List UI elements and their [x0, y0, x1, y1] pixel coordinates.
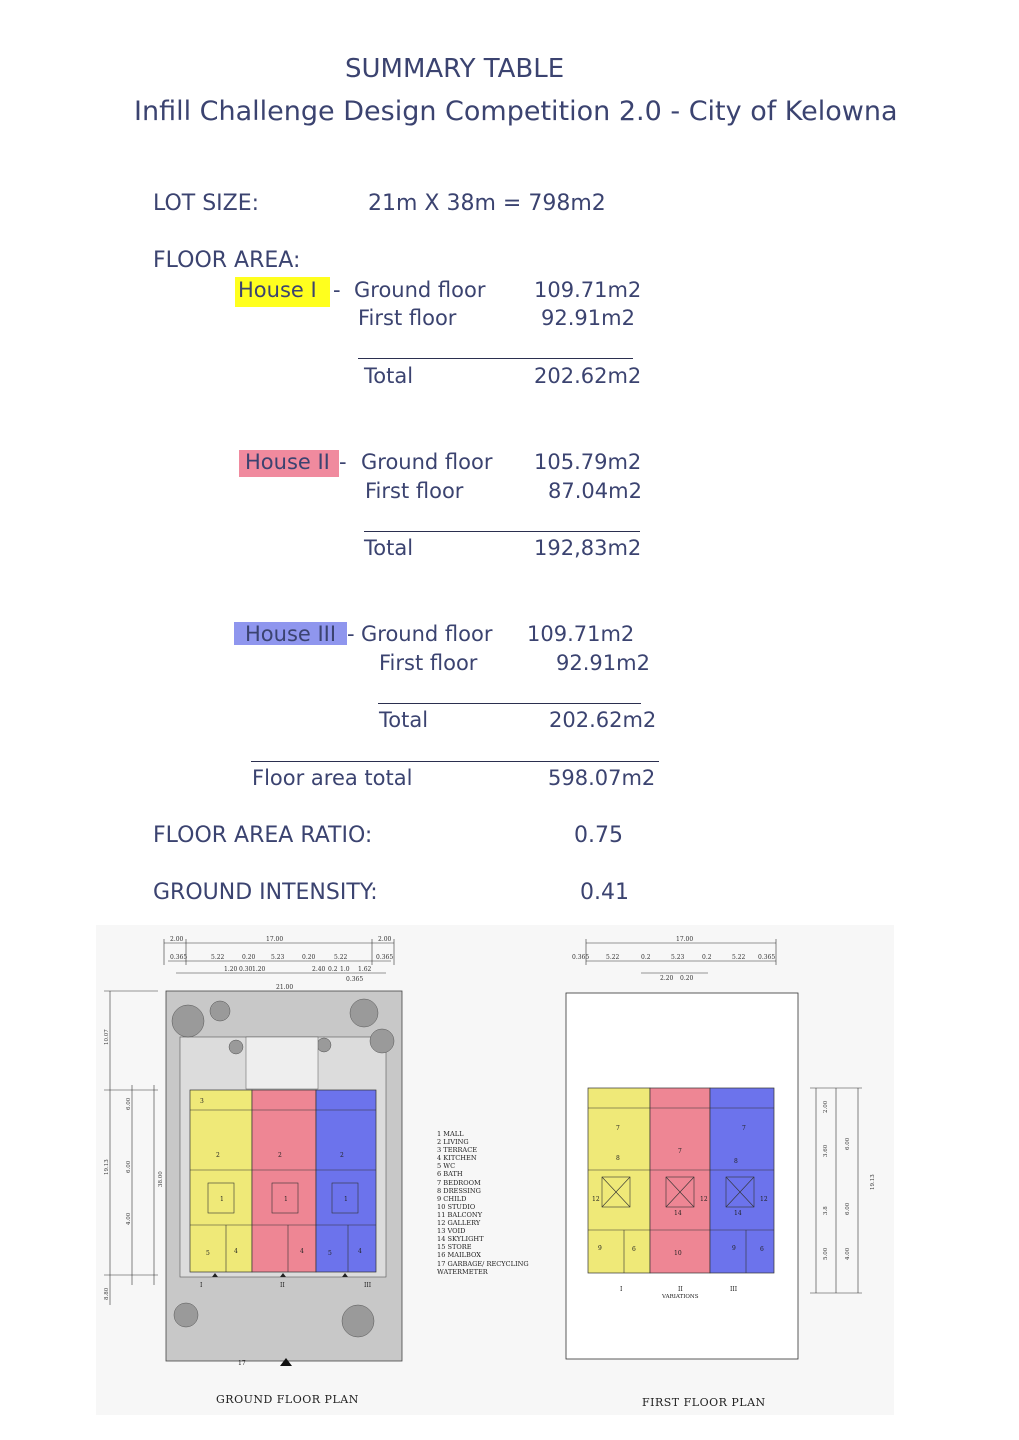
ff-room-10: 14	[734, 1210, 742, 1217]
house-3-name: House III	[245, 622, 337, 646]
house-1-ground-label: Ground floor	[354, 278, 486, 302]
legend-item: 13 VOID	[437, 1227, 466, 1236]
house-3-ground-value: 109.71m2	[527, 622, 635, 646]
ff-subdim-2: 5.22	[606, 954, 620, 961]
far-label: FLOOR AREA RATIO:	[153, 823, 373, 848]
ff-right-dim-2: 3.60	[823, 1144, 829, 1157]
legend-item: 11 BALCONY	[437, 1210, 483, 1219]
legend-item: 12 GALLERY	[437, 1219, 481, 1228]
first-floor-plan-label: FIRST FLOOR PLAN	[642, 1396, 766, 1409]
ff-room-15: 6	[760, 1246, 764, 1253]
legend-item: 15 STORE	[437, 1243, 472, 1252]
legend-item: 14 SKYLIGHT	[437, 1235, 484, 1244]
page-subtitle: Infill Challenge Design Competition 2.0 - City of Kelowna	[134, 96, 898, 127]
ff-room-3: 7	[742, 1125, 746, 1132]
ff-room-7: 12	[700, 1196, 708, 1203]
house-2-total-label: Total	[364, 536, 414, 560]
house-2-ground-label: Ground floor	[361, 450, 493, 474]
house-3-first-value: 92.91m2	[556, 651, 650, 675]
gf-subdim-3: 0.20	[242, 954, 256, 961]
house-2-rule	[364, 531, 640, 532]
ff-right-dim-3: 6.00	[845, 1137, 851, 1150]
gf-detail-2: 0.30	[239, 966, 253, 973]
legend-item: 7 BEDROOM	[437, 1178, 481, 1187]
legend-item: 9 CHILD	[437, 1194, 467, 1203]
gf-dim-top-2: 17.00	[266, 936, 284, 943]
ff-detail-2: 0.20	[680, 975, 694, 982]
legend-item: 17 GARBAGE/ RECYCLING	[437, 1259, 529, 1268]
gf-subdim-4: 5.23	[271, 954, 285, 961]
ff-right-dim-1: 2.00	[823, 1100, 829, 1113]
page-title: SUMMARY TABLE	[345, 54, 565, 84]
gf-unit-3: III	[364, 1282, 372, 1289]
legend-item: 6 BATH	[437, 1170, 463, 1179]
house-1-rule	[358, 358, 633, 359]
gf-room-1: 2	[216, 1152, 220, 1159]
ff-unit-3: III	[730, 1286, 738, 1293]
legend-item: 1 MALL	[437, 1130, 464, 1138]
house-3-dash: -	[347, 622, 355, 646]
gf-room-10: 3	[200, 1098, 204, 1105]
gf-left-dim-2: 19.13	[104, 1159, 110, 1175]
gf-unit-2: II	[280, 1282, 285, 1289]
legend-item: 4 KITCHEN	[437, 1154, 477, 1163]
house-1-first-label: First floor	[358, 306, 457, 330]
house-2-first-label: First floor	[365, 479, 464, 503]
gf-dim-top-1: 2.00	[170, 936, 184, 943]
gf-dim-top-3: 2.00	[378, 936, 392, 943]
ff-room-1: 7	[616, 1125, 620, 1132]
house-3-first-label: First floor	[379, 651, 478, 675]
gf-left-dim-3: 8.80	[104, 1287, 110, 1300]
ff-dim-top: 17.00	[676, 936, 694, 943]
house-1-total-label: Total	[364, 364, 414, 388]
gf-room-11: 5	[206, 1250, 210, 1257]
gf-room-2: 2	[278, 1152, 282, 1159]
legend-item: 3 TERRACE	[437, 1146, 478, 1155]
gf-left-sub-1: 6.00	[126, 1097, 132, 1110]
grand-total-label: Floor area total	[252, 766, 413, 790]
grand-total-value: 598.07m2	[548, 766, 656, 790]
legend-item: 2 LIVING	[437, 1138, 469, 1147]
house-3-ground-label: Ground floor	[361, 622, 493, 646]
ff-subdim-1: 0.365	[572, 954, 590, 961]
ff-subdim-7: 0.365	[758, 954, 776, 961]
legend-item: 5 WC	[437, 1162, 456, 1171]
gf-subdim-5: 0.20	[302, 954, 316, 961]
house-3-total-value: 202.62m2	[549, 708, 657, 732]
legend-item: 8 DRESSING	[437, 1186, 481, 1195]
legend-item: 10 STUDIO	[437, 1202, 476, 1211]
gf-subdim-6: 5.22	[334, 954, 348, 961]
floor-area-label: FLOOR AREA:	[153, 248, 301, 273]
house-1-first-value: 92.91m2	[541, 306, 635, 330]
gf-room-12: 5	[328, 1250, 332, 1257]
ff-variations-label: VARIATIONS	[662, 1294, 699, 1300]
gf-garbage: 17	[238, 1360, 246, 1367]
ff-unit-2: II	[678, 1286, 683, 1293]
far-value: 0.75	[574, 823, 623, 848]
gf-detail-1: 1.20	[224, 966, 238, 973]
house-2-dash: -	[339, 450, 347, 474]
gf-detail-6: 1.0	[340, 966, 350, 973]
gf-subdim-2: 5.22	[211, 954, 225, 961]
gf-subdim-7: 0.365	[376, 954, 394, 961]
ff-subdim-4: 5.23	[671, 954, 685, 961]
legend-item: WATERMETER	[437, 1267, 488, 1276]
ff-subdim-5: 0.2	[702, 954, 712, 961]
gf-room-4: 1	[220, 1196, 224, 1203]
ff-room-6: 12	[592, 1196, 600, 1203]
gf-room-5: 1	[284, 1196, 288, 1203]
ff-room-9: 14	[674, 1210, 682, 1217]
gf-site-width: 21.00	[276, 984, 294, 991]
house-1-name: House I	[238, 278, 317, 302]
lot-size-label: LOT SIZE:	[153, 191, 260, 216]
plans-area	[96, 925, 894, 1415]
gf-left-sub-2: 6.00	[126, 1160, 132, 1173]
ff-right-total: 19.13	[870, 1174, 876, 1190]
ff-detail-1: 2.20	[660, 975, 674, 982]
gf-detail-7: 1.62	[358, 966, 372, 973]
house-3-rule	[378, 703, 641, 704]
gf-detail-4: 2.40	[312, 966, 326, 973]
house-2-name: House II	[245, 450, 330, 474]
gf-left-sub-3: 4.00	[126, 1212, 132, 1225]
ff-room-4: 8	[616, 1155, 620, 1162]
ff-right-dim-4: 3.8	[823, 1206, 829, 1215]
house-3-total-label: Total	[379, 708, 429, 732]
house-1-ground-value: 109.71m2	[534, 278, 642, 302]
ground-intensity-value: 0.41	[580, 880, 629, 905]
gf-subdim-1: 0.365	[170, 954, 188, 961]
gf-site-depth: 38.00	[158, 1171, 164, 1187]
ff-unit-1: I	[620, 1286, 623, 1293]
ff-room-12: 9	[732, 1245, 736, 1252]
gf-detail-8: 0.365	[346, 976, 364, 983]
ff-subdim-6: 5.22	[732, 954, 746, 961]
ground-floor-plan-label: GROUND FLOOR PLAN	[216, 1393, 359, 1406]
ff-room-5: 8	[734, 1158, 738, 1165]
ff-room-11: 9	[598, 1245, 602, 1252]
gf-room-6: 1	[344, 1196, 348, 1203]
ff-room-13: 10	[674, 1250, 682, 1257]
house-2-ground-value: 105.79m2	[534, 450, 642, 474]
gf-room-9: 4	[358, 1248, 362, 1255]
ground-intensity-label: GROUND INTENSITY:	[153, 880, 378, 905]
gf-detail-5: 0.2	[328, 966, 338, 973]
legend-item: 16 MAILBOX	[437, 1251, 481, 1260]
ff-room-8: 12	[760, 1196, 768, 1203]
ff-room-2: 7	[678, 1148, 682, 1155]
gf-room-8: 4	[300, 1248, 304, 1255]
gf-room-7: 4	[234, 1248, 238, 1255]
house-2-first-value: 87.04m2	[548, 479, 642, 503]
ff-right-dim-5: 6.00	[845, 1202, 851, 1215]
gf-room-3: 2	[340, 1152, 344, 1159]
gf-detail-3: 1.20	[252, 966, 266, 973]
ff-right-dim-6: 5.00	[823, 1247, 829, 1260]
room-legend	[437, 1130, 529, 1276]
gf-unit-1: I	[200, 1282, 203, 1289]
ff-right-dim-7: 4.00	[845, 1247, 851, 1260]
lot-size-value: 21m X 38m = 798m2	[368, 191, 606, 216]
ff-subdim-3: 0.2	[641, 954, 651, 961]
house-2-total-value: 192,83m2	[534, 536, 642, 560]
gf-left-dim-1: 10.07	[104, 1029, 110, 1045]
grand-total-rule	[251, 761, 659, 762]
house-1-total-value: 202.62m2	[534, 364, 642, 388]
house-1-dash: -	[333, 278, 341, 302]
ff-room-14: 6	[632, 1246, 636, 1253]
